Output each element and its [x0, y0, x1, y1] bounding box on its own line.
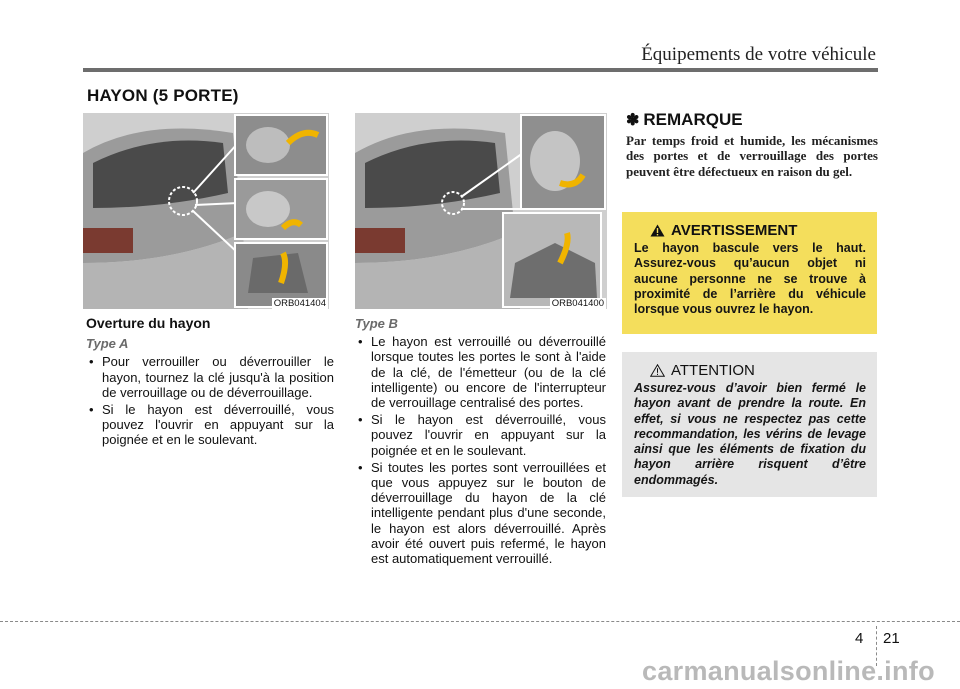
section-title: HAYON (5 PORTE)	[87, 86, 239, 105]
type-b-bullet-list	[355, 334, 606, 566]
photo-code-b: ORB041400	[551, 298, 604, 309]
photo-code-a: ORB041404	[273, 298, 326, 309]
warning-box	[622, 212, 877, 334]
chapter-number: 4	[855, 630, 864, 647]
header-rule	[83, 68, 878, 72]
list-item: • Pour verrouiller ou déverrouiller le hayon, tournez la clé jusqu'à la position de verrouillage ou de déverrouillage.	[86, 354, 334, 400]
list-item: • Si toutes les portes sont verrouillées et que vous appuyez sur le bouton de déverrouillage du hayon de la clé intelligente pendant plus d'une seconde, le hayon est alors déverrouillé. Après avoir été ouvert puis refermé, le hayon est automatiquement verrouillé.	[355, 460, 606, 566]
caution-box	[622, 352, 877, 497]
warning-title: AVERTISSEMENT	[671, 222, 798, 239]
caution-title: ATTENTION	[671, 362, 755, 379]
photo-type-b	[355, 113, 607, 309]
type-a-bullet-list	[86, 354, 334, 447]
watermark: carmanualsonline.info	[642, 656, 935, 686]
caution-triangle-icon	[650, 364, 665, 377]
note-body: Par temps froid et humide, les mécanismes des portes et de verrouillage des portes peuvent être défectueux en raison du gel.	[626, 133, 878, 179]
list-item: • Si le hayon est déverrouillé, vous pouvez l'ouvrir en appuyant sur la poignée et en le soulevant.	[355, 412, 606, 458]
column-type-a	[86, 316, 334, 450]
list-item: • Si le hayon est déverrouillé, vous pouvez l'ouvrir en appuyant sur la poignée et en le soulevant.	[86, 402, 334, 448]
caution-heading	[650, 362, 866, 379]
chapter-title: Équipements de votre véhicule	[641, 44, 876, 65]
note-title	[626, 110, 743, 130]
type-b-label: Type B	[355, 316, 398, 331]
footer-rule	[0, 621, 960, 622]
note-title-text: REMARQUE	[643, 110, 743, 129]
car-rear-illustration-a	[83, 113, 329, 309]
photo-type-a	[83, 113, 329, 309]
asterisk-icon: ✽	[626, 112, 640, 129]
list-item: • Le hayon est verrouillé ou déverrouillé lorsque toutes les portes le sont à l'aide de la clé, de l'émetteur (ou de la clé intelligente) ou encore de l'interrupteur de verrouillage centralisé des portes.	[355, 334, 606, 410]
caution-text: Assurez-vous d’avoir bien fermé le hayon avant de prendre la route. En effet, si vous ne respectez pas cette recommandation, les vérins de levage ainsi que les éléments de fixation du hayon arrière risquent d’être endommagés.	[634, 381, 866, 487]
page-number: 21	[883, 630, 900, 647]
warning-text: Le hayon bascule vers le haut. Assurez-vous qu’aucun objet ni aucune personne ne se trouve à proximité de l’arrière du véhicule lorsque vous ouvrez le hayon.	[634, 241, 866, 317]
warning-heading	[650, 222, 866, 239]
car-rear-illustration-b	[355, 113, 607, 309]
type-a-label: Type A	[86, 336, 129, 352]
column-type-b	[355, 316, 606, 568]
warning-triangle-icon	[650, 224, 665, 237]
subsection-heading: Overture du hayon	[86, 315, 211, 331]
